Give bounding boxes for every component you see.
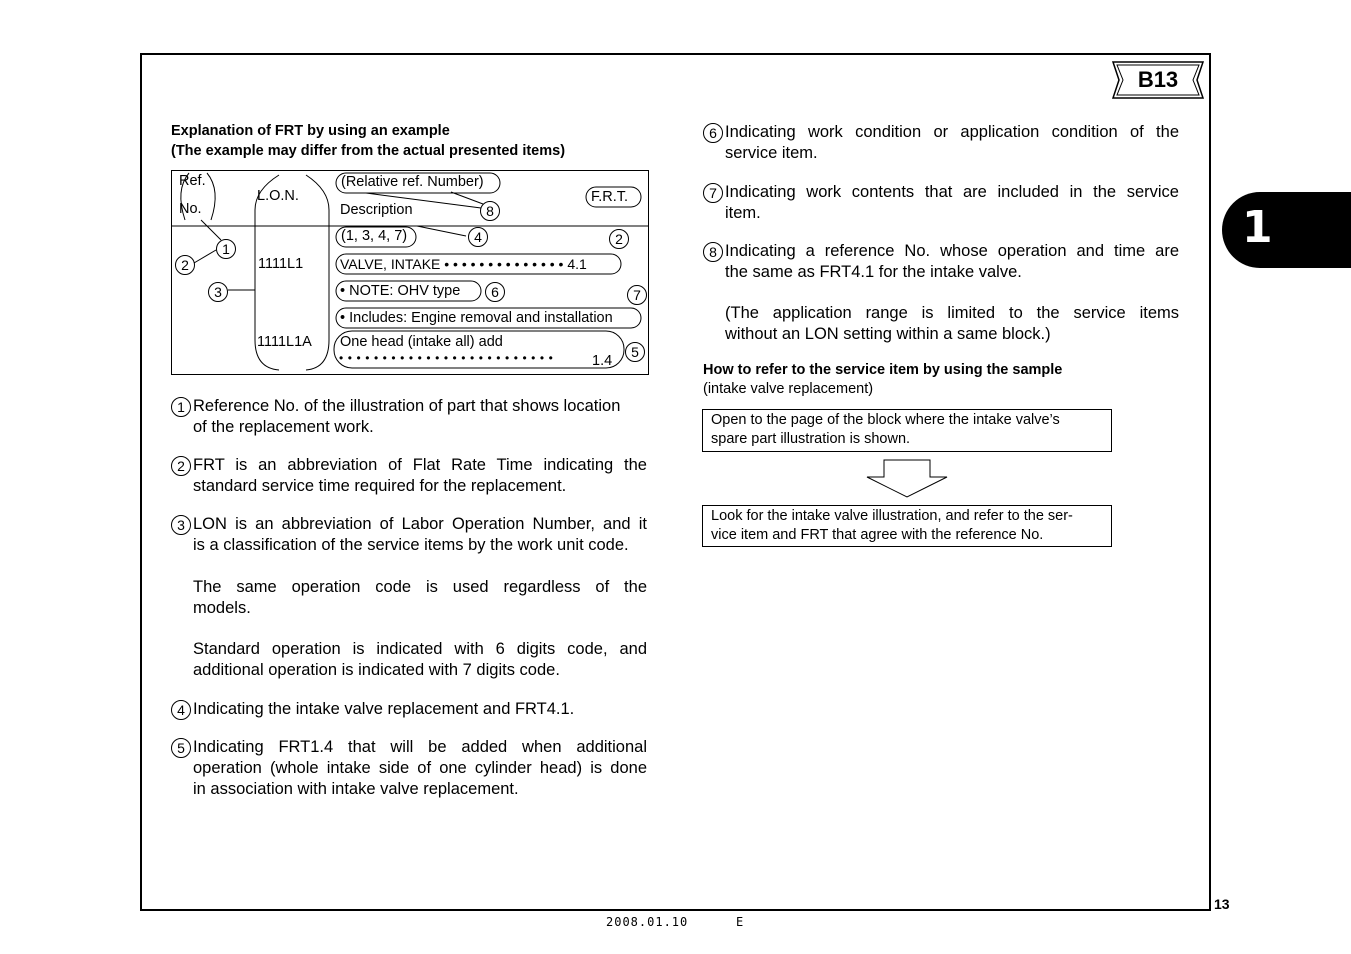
- item-8-note: [725, 303, 1179, 345]
- valve-intake-item: VALVE, INTAKE • • • • • • • • • • • • • • 4.1: [340, 256, 587, 272]
- frt-example-table: [171, 170, 649, 375]
- item-8: [709, 241, 1179, 283]
- item-6: [709, 122, 1179, 164]
- item-7: [709, 182, 1179, 224]
- item-7-line2: item.: [725, 204, 761, 222]
- item-4-line1: Indicating the intake valve replacement and FRT4.1.: [193, 700, 575, 718]
- footer-date: 2008.01.10: [606, 915, 689, 929]
- ref-list: (1, 3, 4, 7): [341, 228, 408, 244]
- lon-value-2: 1111L1A: [257, 334, 312, 350]
- howto-step-1-line2: spare part illustration is shown.: [711, 431, 911, 447]
- one-head-value: 1.4: [592, 353, 613, 369]
- block-code-label: [1111, 60, 1205, 100]
- page-number: 13: [1214, 896, 1230, 912]
- howto-step-2: [702, 505, 1112, 547]
- callout-8: 8: [480, 201, 500, 221]
- item-5-number: 5: [171, 738, 191, 758]
- item-8-note-line2: without an LON setting within a same block.): [725, 325, 1051, 343]
- example-heading-line1: Explanation of FRT by using an example: [171, 123, 450, 139]
- item-3: [177, 514, 647, 556]
- no-label: No.: [179, 201, 202, 217]
- howto-step-1: [702, 409, 1112, 452]
- howto-heading: How to refer to the service item by using the sample: [703, 362, 1063, 378]
- item-4: [177, 699, 647, 720]
- item-1-line2: of the replacement work.: [193, 418, 374, 436]
- item-4-number: 4: [171, 700, 191, 720]
- item-8-note-line1: (The application range is limited to the service items: [725, 304, 1179, 322]
- item-3-note-a: [193, 577, 647, 619]
- item-1-line1: Reference No. of the illustration of part that shows location: [193, 397, 621, 415]
- item-2-line1: FRT is an abbreviation of Flat Rate Time indicating the: [193, 456, 647, 474]
- callout-3: 3: [208, 282, 228, 302]
- item-5-line1: Indicating FRT1.4 that will be added when additional: [193, 738, 647, 756]
- item-2-number: 2: [171, 456, 191, 476]
- item-1: [177, 396, 647, 438]
- ref-label: Ref.: [179, 173, 206, 189]
- item-2-line2: standard service time required for the replacement.: [193, 477, 567, 495]
- ref-no-value: 2: [175, 255, 195, 275]
- lon-label: L.O.N.: [257, 188, 299, 204]
- chapter-tab[interactable]: [1222, 192, 1351, 268]
- item-5-line3: in association with intake valve replacement.: [193, 780, 519, 798]
- item-8-line1: Indicating a reference No. whose operation and time are: [725, 242, 1179, 260]
- item-3-note-a-line1: The same operation code is used regardless of the: [193, 578, 647, 596]
- item-3-note-b: [193, 639, 647, 681]
- howto-step-2-line2: vice item and FRT that agree with the reference No.: [711, 527, 1044, 543]
- callout-6: 6: [485, 282, 505, 302]
- footer-code: E: [736, 915, 745, 929]
- frt-label: F.R.T.: [591, 189, 629, 205]
- description-label: Description: [340, 202, 413, 218]
- howto-step-1-line1: Open to the page of the block where the intake valve’s: [711, 412, 1060, 428]
- one-head-item: One head (intake all) add: [340, 334, 503, 350]
- down-arrow-icon: [864, 459, 950, 499]
- item-6-number: 6: [703, 123, 723, 143]
- callout-4: 4: [468, 227, 488, 247]
- relative-ref-label: (Relative ref. Number): [341, 174, 484, 190]
- item-5: [177, 737, 647, 800]
- item-3-note-a-line2: models.: [193, 599, 251, 617]
- item-3-note-b-line2: additional operation is indicated with 7 digits code.: [193, 661, 560, 679]
- howto-step-2-line1: Look for the intake valve illustration, and refer to the ser-: [711, 508, 1073, 524]
- lon-value-1: 1111L1: [258, 256, 304, 272]
- includes-item: • Includes: Engine removal and installation: [340, 310, 613, 326]
- item-8-line2: the same as FRT4.1 for the intake valve.: [725, 263, 1022, 281]
- item-7-line1: Indicating work contents that are included in the service: [725, 183, 1179, 201]
- item-5-line2: operation (whole intake side of one cylinder head) is done: [193, 759, 647, 777]
- item-1-number: 1: [171, 397, 191, 417]
- item-2: [177, 455, 647, 497]
- item-3-number: 3: [171, 515, 191, 535]
- item-7-number: 7: [703, 183, 723, 203]
- example-heading-line2: (The example may differ from the actual presented items): [171, 143, 566, 159]
- block-code-text: B13: [1137, 67, 1179, 92]
- callout-7: 7: [627, 285, 647, 305]
- note-item: • NOTE: OHV type: [340, 283, 461, 299]
- item-8-number: 8: [703, 242, 723, 262]
- callout-5: 5: [625, 342, 645, 362]
- item-3-line2: is a classification of the service items by the work unit code.: [193, 536, 629, 554]
- callout-1: 1: [216, 239, 236, 259]
- item-6-line1: Indicating work condition or application condition of the: [725, 123, 1179, 141]
- item-3-line1: LON is an abbreviation of Labor Operation Number, and it: [193, 515, 647, 533]
- howto-subheading: (intake valve replacement): [703, 381, 874, 397]
- item-6-line2: service item.: [725, 144, 818, 162]
- example-heading: [171, 121, 565, 161]
- item-3-note-b-line1: Standard operation is indicated with 6 digits code, and: [193, 640, 647, 658]
- one-head-dots: • • • • • • • • • • • • • • • • • • • • • • • • •: [339, 351, 554, 365]
- callout-2: 2: [609, 229, 629, 249]
- chapter-tab-number: 1: [1242, 202, 1273, 253]
